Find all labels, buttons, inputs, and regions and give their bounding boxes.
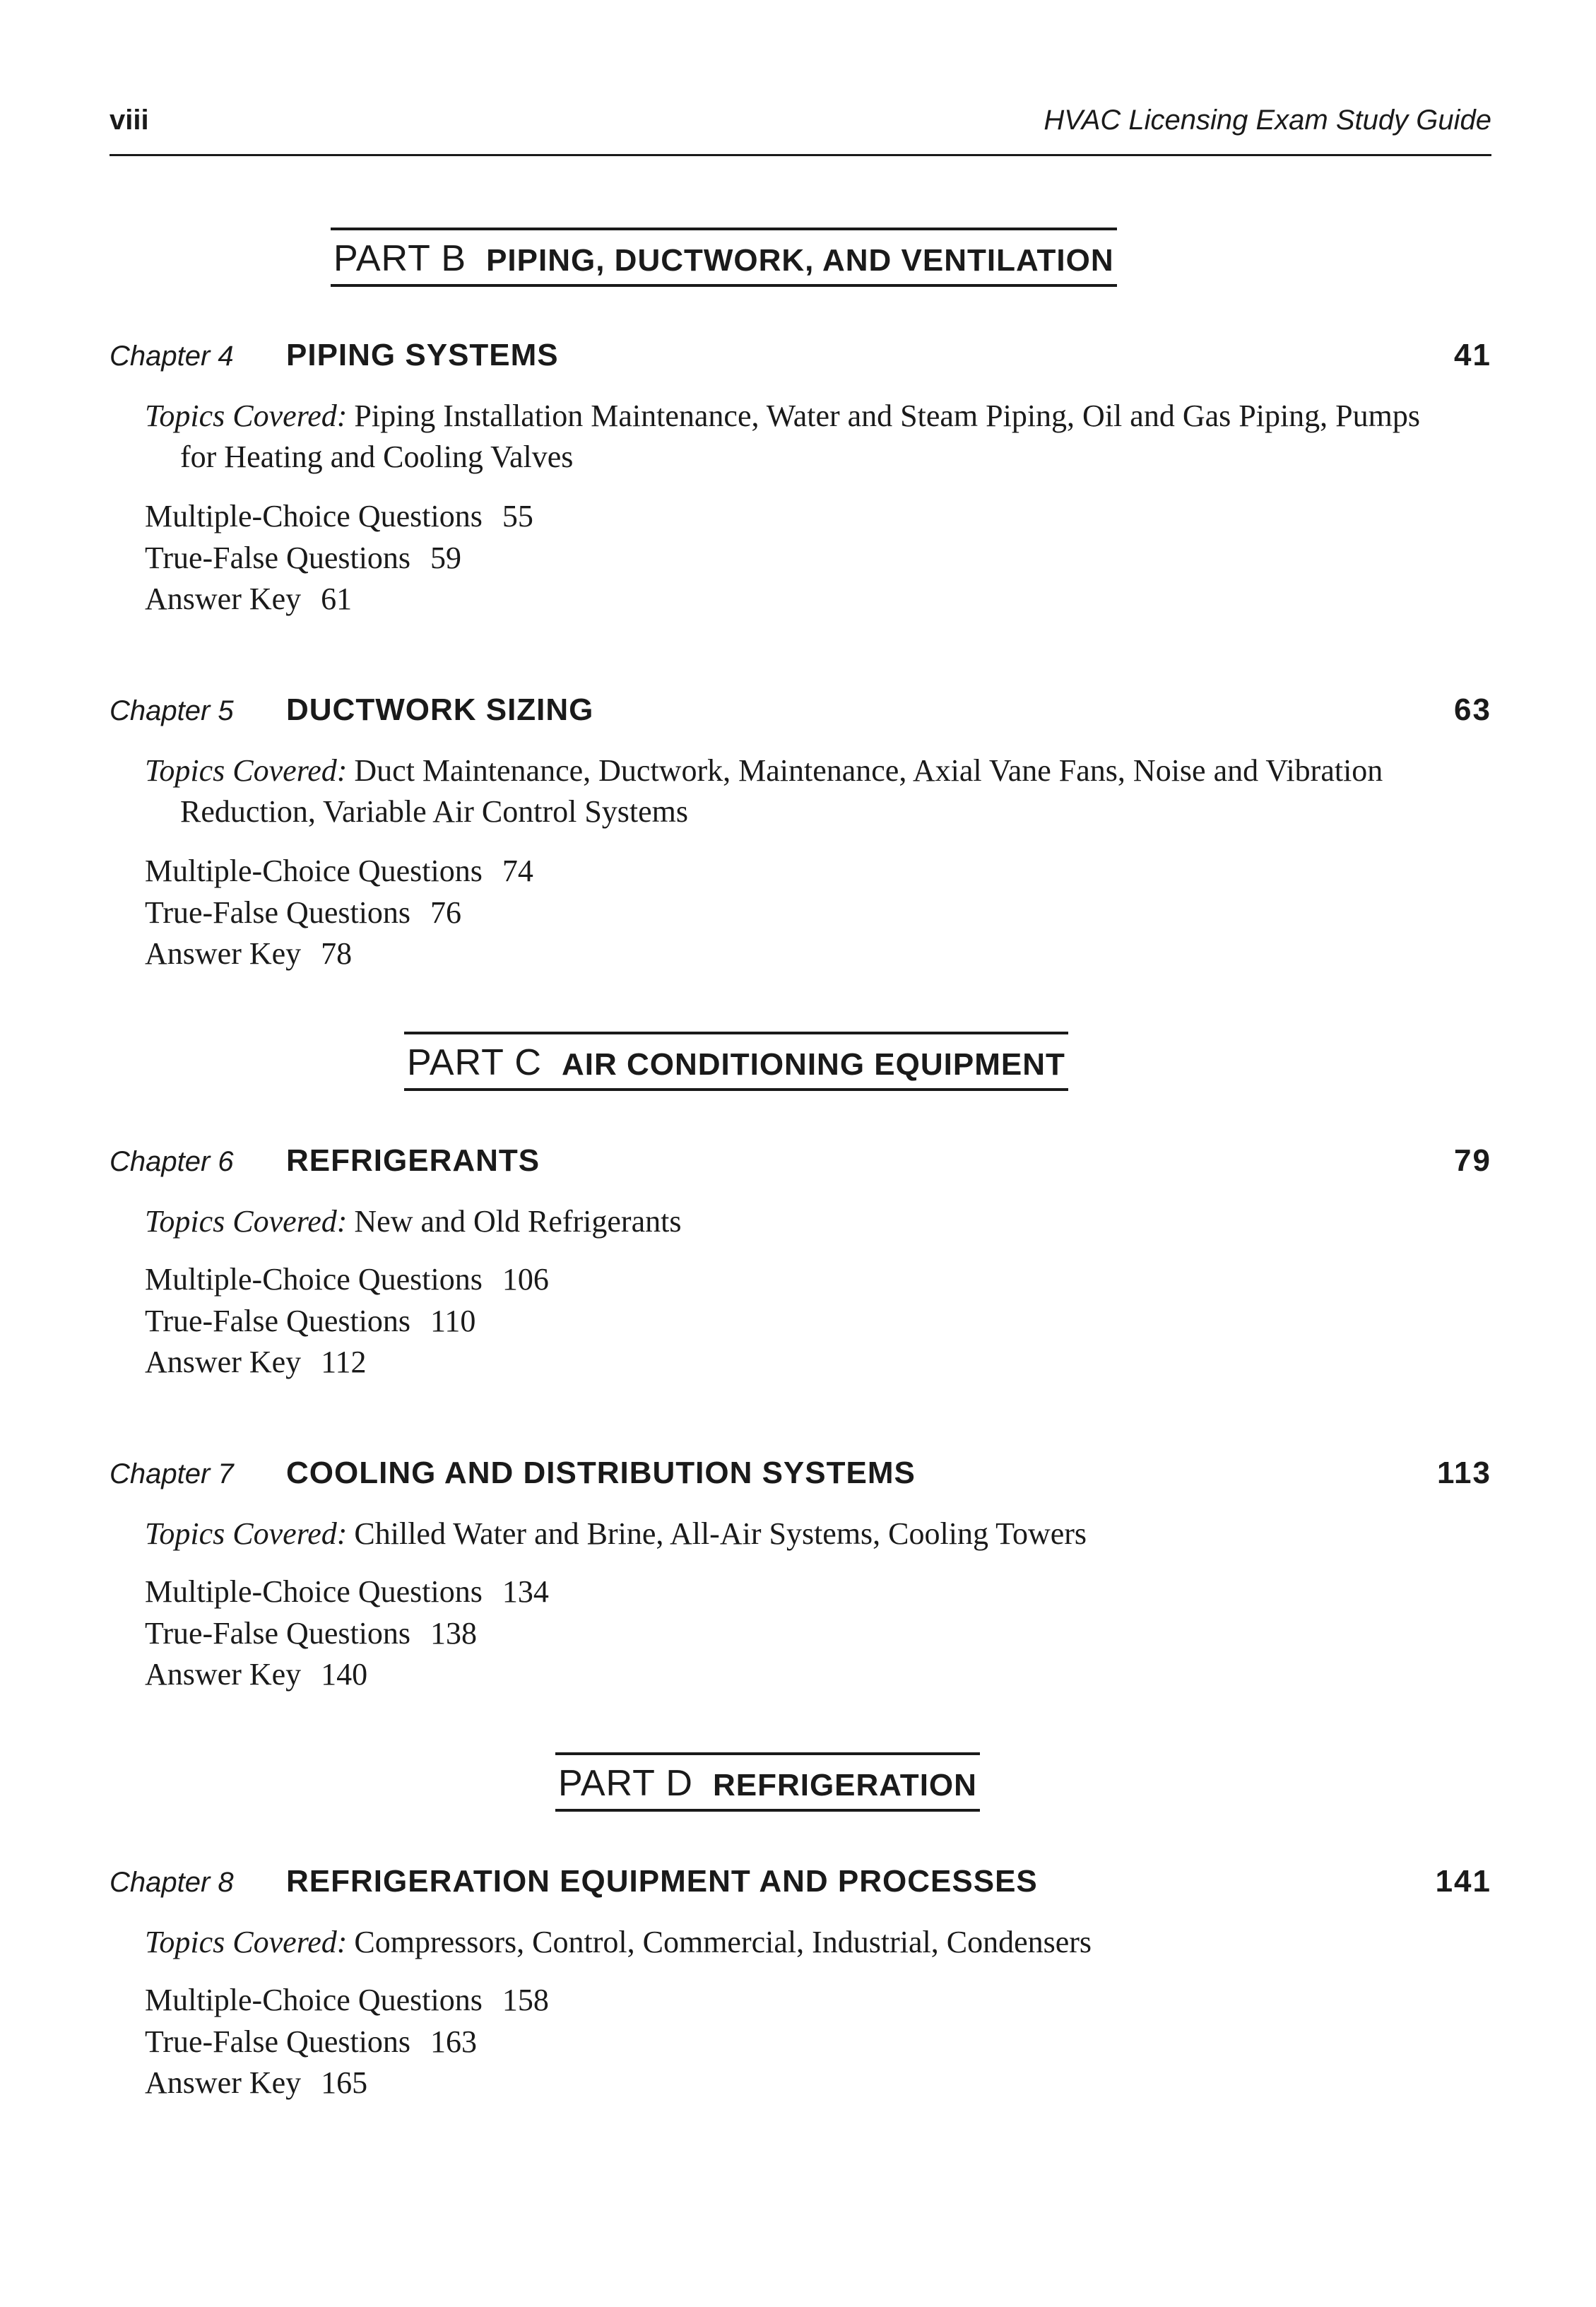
part-title: PIPING, DUCTWORK, AND VENTILATION <box>486 243 1114 278</box>
chapter-8-topics <box>145 1922 1438 1963</box>
section-label: True-False Questions <box>145 2024 411 2059</box>
section-page: 163 <box>430 2024 478 2059</box>
section-label: Multiple-Choice Questions <box>145 1262 483 1297</box>
section-page: 61 <box>321 582 353 616</box>
part-b-heading <box>331 228 1117 287</box>
chapter-page: 79 <box>1454 1143 1491 1178</box>
section-page: 59 <box>430 540 462 575</box>
topics-label: Topics Covered: <box>145 753 348 788</box>
section-true-false[interactable] <box>145 538 533 579</box>
topics-label: Topics Covered: <box>145 1516 348 1551</box>
book-title: HVAC Licensing Exam Study Guide <box>1044 105 1491 136</box>
section-label: True-False Questions <box>145 540 411 575</box>
section-page: 74 <box>502 854 533 888</box>
topics-label: Topics Covered: <box>145 1204 348 1239</box>
chapter-label: Chapter 7 <box>110 1458 234 1489</box>
topics-text: Compressors, Control, Commercial, Industrial, Condensers <box>354 1925 1092 1959</box>
section-label: True-False Questions <box>145 1615 411 1651</box>
chapter-6-sections <box>145 1259 549 1383</box>
section-answer-key[interactable] <box>145 933 533 975</box>
section-page: 78 <box>321 936 353 971</box>
chapter-5-sections <box>145 851 533 975</box>
section-page: 112 <box>321 1345 367 1379</box>
section-page: 140 <box>321 1657 368 1692</box>
chapter-8-sections <box>145 1980 549 2104</box>
chapter-page: 141 <box>1435 1864 1491 1899</box>
section-true-false[interactable] <box>145 1613 549 1655</box>
section-page: 110 <box>430 1303 476 1338</box>
chapter-label: Chapter 5 <box>110 695 234 726</box>
part-label: PART C <box>407 1042 542 1083</box>
chapter-7-topics <box>145 1514 1438 1554</box>
topics-text: Chilled Water and Brine, All-Air Systems, Cooling Towers <box>354 1516 1087 1551</box>
running-header <box>110 99 1491 156</box>
section-answer-key[interactable] <box>145 1342 549 1383</box>
section-page: 106 <box>502 1262 549 1297</box>
chapter-5-row[interactable] <box>110 692 1491 735</box>
section-true-false[interactable] <box>145 2022 549 2063</box>
section-label: Multiple-Choice Questions <box>145 854 483 888</box>
page-folio: viii <box>110 105 149 136</box>
part-label: PART D <box>558 1763 693 1804</box>
chapter-page: 63 <box>1454 692 1491 727</box>
topics-label: Topics Covered: <box>145 399 348 433</box>
section-true-false[interactable] <box>145 1301 549 1343</box>
part-title: AIR CONDITIONING EQUIPMENT <box>561 1047 1065 1082</box>
topics-label: Topics Covered: <box>145 1925 348 1959</box>
part-title: REFRIGERATION <box>712 1768 977 1802</box>
chapter-4-sections <box>145 496 533 620</box>
section-page: 134 <box>502 1574 549 1609</box>
chapter-title[interactable]: REFRIGERATION EQUIPMENT AND PROCESSES <box>286 1864 1038 1899</box>
chapter-6-topics <box>145 1201 1438 1242</box>
topics-text: Duct Maintenance, Ductwork, Maintenance, Axial Vane Fans, Noise and Vibration Reduction, Variable Air Control Systems <box>180 753 1383 829</box>
chapter-7-row[interactable] <box>110 1456 1491 1498</box>
section-multiple-choice[interactable] <box>145 1571 549 1613</box>
chapter-label: Chapter 4 <box>110 341 234 372</box>
section-answer-key[interactable] <box>145 2063 549 2104</box>
part-d-heading <box>555 1752 980 1812</box>
part-label: PART B <box>333 238 467 279</box>
section-label: True-False Questions <box>145 1303 411 1338</box>
section-label: Answer Key <box>145 936 302 971</box>
section-multiple-choice[interactable] <box>145 851 533 892</box>
chapter-title[interactable]: REFRIGERANTS <box>286 1143 540 1178</box>
chapter-4-row[interactable] <box>110 338 1491 380</box>
chapter-8-row[interactable] <box>110 1864 1491 1906</box>
chapter-page: 41 <box>1454 338 1491 372</box>
section-answer-key[interactable] <box>145 579 533 620</box>
topics-text: New and Old Refrigerants <box>354 1204 682 1239</box>
topics-text: Piping Installation Maintenance, Water and Steam Piping, Oil and Gas Piping, Pumps for Heating and Cooling Valves <box>180 399 1420 474</box>
chapter-label: Chapter 8 <box>110 1867 234 1898</box>
section-label: Answer Key <box>145 1657 302 1692</box>
chapter-4-topics <box>145 396 1438 478</box>
section-multiple-choice[interactable] <box>145 496 533 538</box>
section-label: True-False Questions <box>145 895 411 930</box>
section-label: Answer Key <box>145 582 302 616</box>
section-multiple-choice[interactable] <box>145 1259 549 1301</box>
section-label: Answer Key <box>145 2065 302 2100</box>
chapter-label: Chapter 6 <box>110 1146 234 1177</box>
section-label: Multiple-Choice Questions <box>145 1983 483 2017</box>
section-answer-key[interactable] <box>145 1654 549 1696</box>
section-multiple-choice[interactable] <box>145 1980 549 2022</box>
section-page: 165 <box>321 2065 368 2100</box>
section-label: Answer Key <box>145 1345 302 1379</box>
section-page: 55 <box>502 499 533 533</box>
chapter-6-row[interactable] <box>110 1143 1491 1186</box>
chapter-5-topics <box>145 750 1438 832</box>
chapter-title[interactable]: COOLING AND DISTRIBUTION SYSTEMS <box>286 1456 916 1490</box>
part-c-heading <box>404 1032 1068 1091</box>
section-true-false[interactable] <box>145 892 533 934</box>
chapter-7-sections <box>145 1571 549 1696</box>
section-page: 158 <box>502 1983 549 2017</box>
section-label: Multiple-Choice Questions <box>145 1574 483 1609</box>
section-label: Multiple-Choice Questions <box>145 499 483 533</box>
section-page: 138 <box>430 1615 478 1651</box>
section-page: 76 <box>430 895 462 930</box>
chapter-title[interactable]: DUCTWORK SIZING <box>286 692 594 727</box>
chapter-page: 113 <box>1437 1456 1491 1490</box>
chapter-title[interactable]: PIPING SYSTEMS <box>286 338 559 372</box>
